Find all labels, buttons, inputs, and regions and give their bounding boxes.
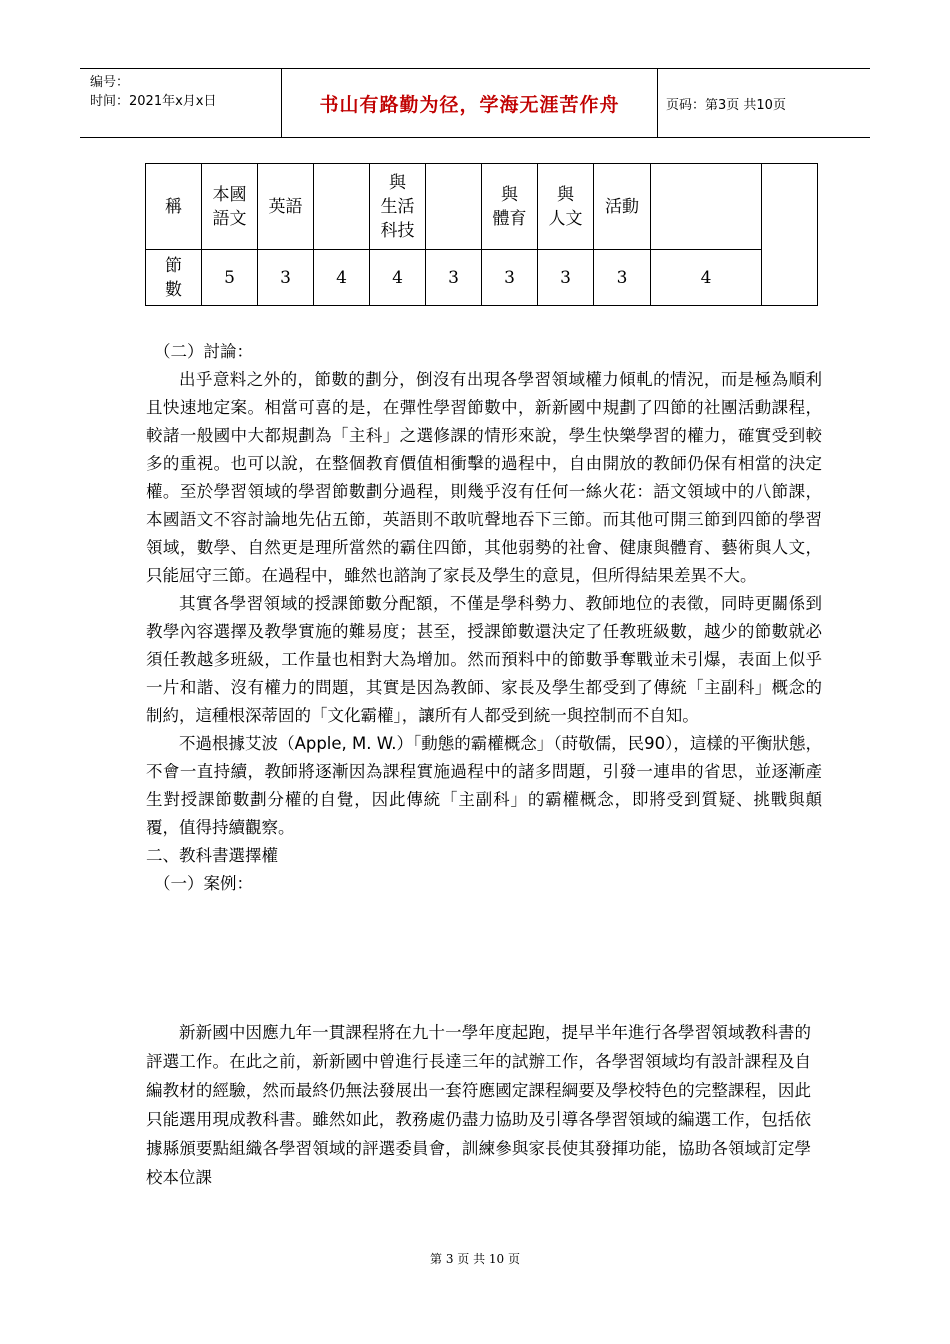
paragraph: 其實各學習領域的授課節數分配額，不僅是學科勢力、教師地位的表徵，同時更關係到教學內容選擇及教學實施的難易度；甚至，授課節數還決定了任教班級數，越少的節數就必須任教越多班級，工作量也相對大為增加。然而預料中的節數爭奪戰並未引爆，表面上似乎一片和諧、沒有權力的問題，其實是因為教師、家長及學生都受到了傳統「主副科」概念的制約，這種根深蒂固的「文化霸權」，讓所有人都受到統一與控制而不自知。 bbox=[146, 594, 822, 725]
table-cell: 節 數 bbox=[146, 250, 202, 306]
table-cell: 4 bbox=[651, 250, 762, 306]
table-cell: 英語 bbox=[258, 164, 314, 250]
table-cell: 4 bbox=[370, 250, 426, 306]
header-meta bbox=[80, 69, 282, 137]
table-cell: 3 bbox=[426, 250, 482, 306]
table-cell bbox=[314, 164, 370, 250]
case-section bbox=[146, 1018, 811, 1192]
table-cell bbox=[426, 164, 482, 250]
table-cell: 3 bbox=[594, 250, 651, 306]
table-cell: 活動 bbox=[594, 164, 651, 250]
page-header bbox=[80, 68, 870, 138]
header-motto: 书山有路勤为径，学海无涯苦作舟 bbox=[282, 69, 658, 137]
time-label: 时间：2021年x月x日 bbox=[90, 94, 217, 109]
page-footer: 第 3 页 共 10 页 bbox=[430, 1252, 520, 1266]
table-cell: 3 bbox=[538, 250, 594, 306]
table-cell: 本國 語文 bbox=[202, 164, 258, 250]
table-row bbox=[146, 164, 818, 250]
table-cell bbox=[762, 164, 818, 250]
section-heading: （二）討論： bbox=[154, 342, 253, 361]
table-cell: 4 bbox=[314, 250, 370, 306]
table-cell: 與 人文 bbox=[538, 164, 594, 250]
number-label: 编号： bbox=[90, 75, 130, 90]
paragraph: 出乎意料之外的，節數的劃分，倒沒有出現各學習領域權力傾軋的情況，而是極為順利且快速地定案。相當可喜的是，在彈性學習節數中，新新國中規劃了四節的社團活動課程，較諸一般國中大都規劃為「主科」之選修課的情形來說，學生快樂學習的權力，確實受到較多的重視。也可以說，在整個教育價值相衝擊的過程中，自由開放的教師仍保有相當的決定權。至於學習領域的學習節數劃分過程，則幾乎沒有任何一絲火花：語文領域中的八節課，本國語文不容討論地先佔五節，英語則不敢吭聲地吞下三節。而其他可開三節到四節的學習領域，數學、自然更是理所當然的霸住四節，其他弱勢的社會、健康與體育、藝術與人文，只能屈守三節。在過程中，雖然也諮詢了家長及學生的意見，但所得結果差異不大。 bbox=[146, 370, 822, 585]
section-heading: 二、教科書選擇權 bbox=[146, 846, 278, 865]
header-page-info: 页码：第3页 共10页 bbox=[666, 97, 786, 113]
table-cell: 稱 bbox=[146, 164, 202, 250]
discussion-section bbox=[146, 338, 822, 898]
table-cell: 3 bbox=[482, 250, 538, 306]
table-cell: 與 體育 bbox=[482, 164, 538, 250]
table-cell: 與 生活 科技 bbox=[370, 164, 426, 250]
table-cell: 3 bbox=[258, 250, 314, 306]
table-cell bbox=[762, 250, 818, 306]
table-cell: 5 bbox=[202, 250, 258, 306]
table-row bbox=[146, 250, 818, 306]
section-heading: （一）案例： bbox=[154, 874, 253, 893]
periods-table bbox=[145, 163, 818, 306]
table-cell bbox=[651, 164, 762, 250]
paragraph: 不過根據艾波（Apple, M. W.）「動態的霸權概念」（莳敬儒，民90），這樣的平衡狀態，不會一直持續，教師將逐漸因為課程實施過程中的諸多問題，引發一連串的省思，並逐漸產生對授課節數劃分權的自覺，因此傳統「主副科」的霸權概念，即將受到質疑、挑戰與顛覆，值得持續觀察。 bbox=[146, 734, 822, 837]
paragraph: 新新國中因應九年一貫課程將在九十一學年度起跑，提早半年進行各學習領域教科書的評選工作。在此之前，新新國中曾進行長達三年的試辦工作，各學習領域均有設計課程及自編教材的經驗，然而最終仍無法發展出一套符應國定課程綱要及學校特色的完整課程，因此只能選用現成教科書。雖然如此，教務處仍盡力協助及引導各學習領域的編選工作，包括依據縣頒要點組織各學習領域的評選委員會，訓練參與家長使其發揮功能，協助各領域訂定學校本位課 bbox=[146, 1023, 811, 1187]
